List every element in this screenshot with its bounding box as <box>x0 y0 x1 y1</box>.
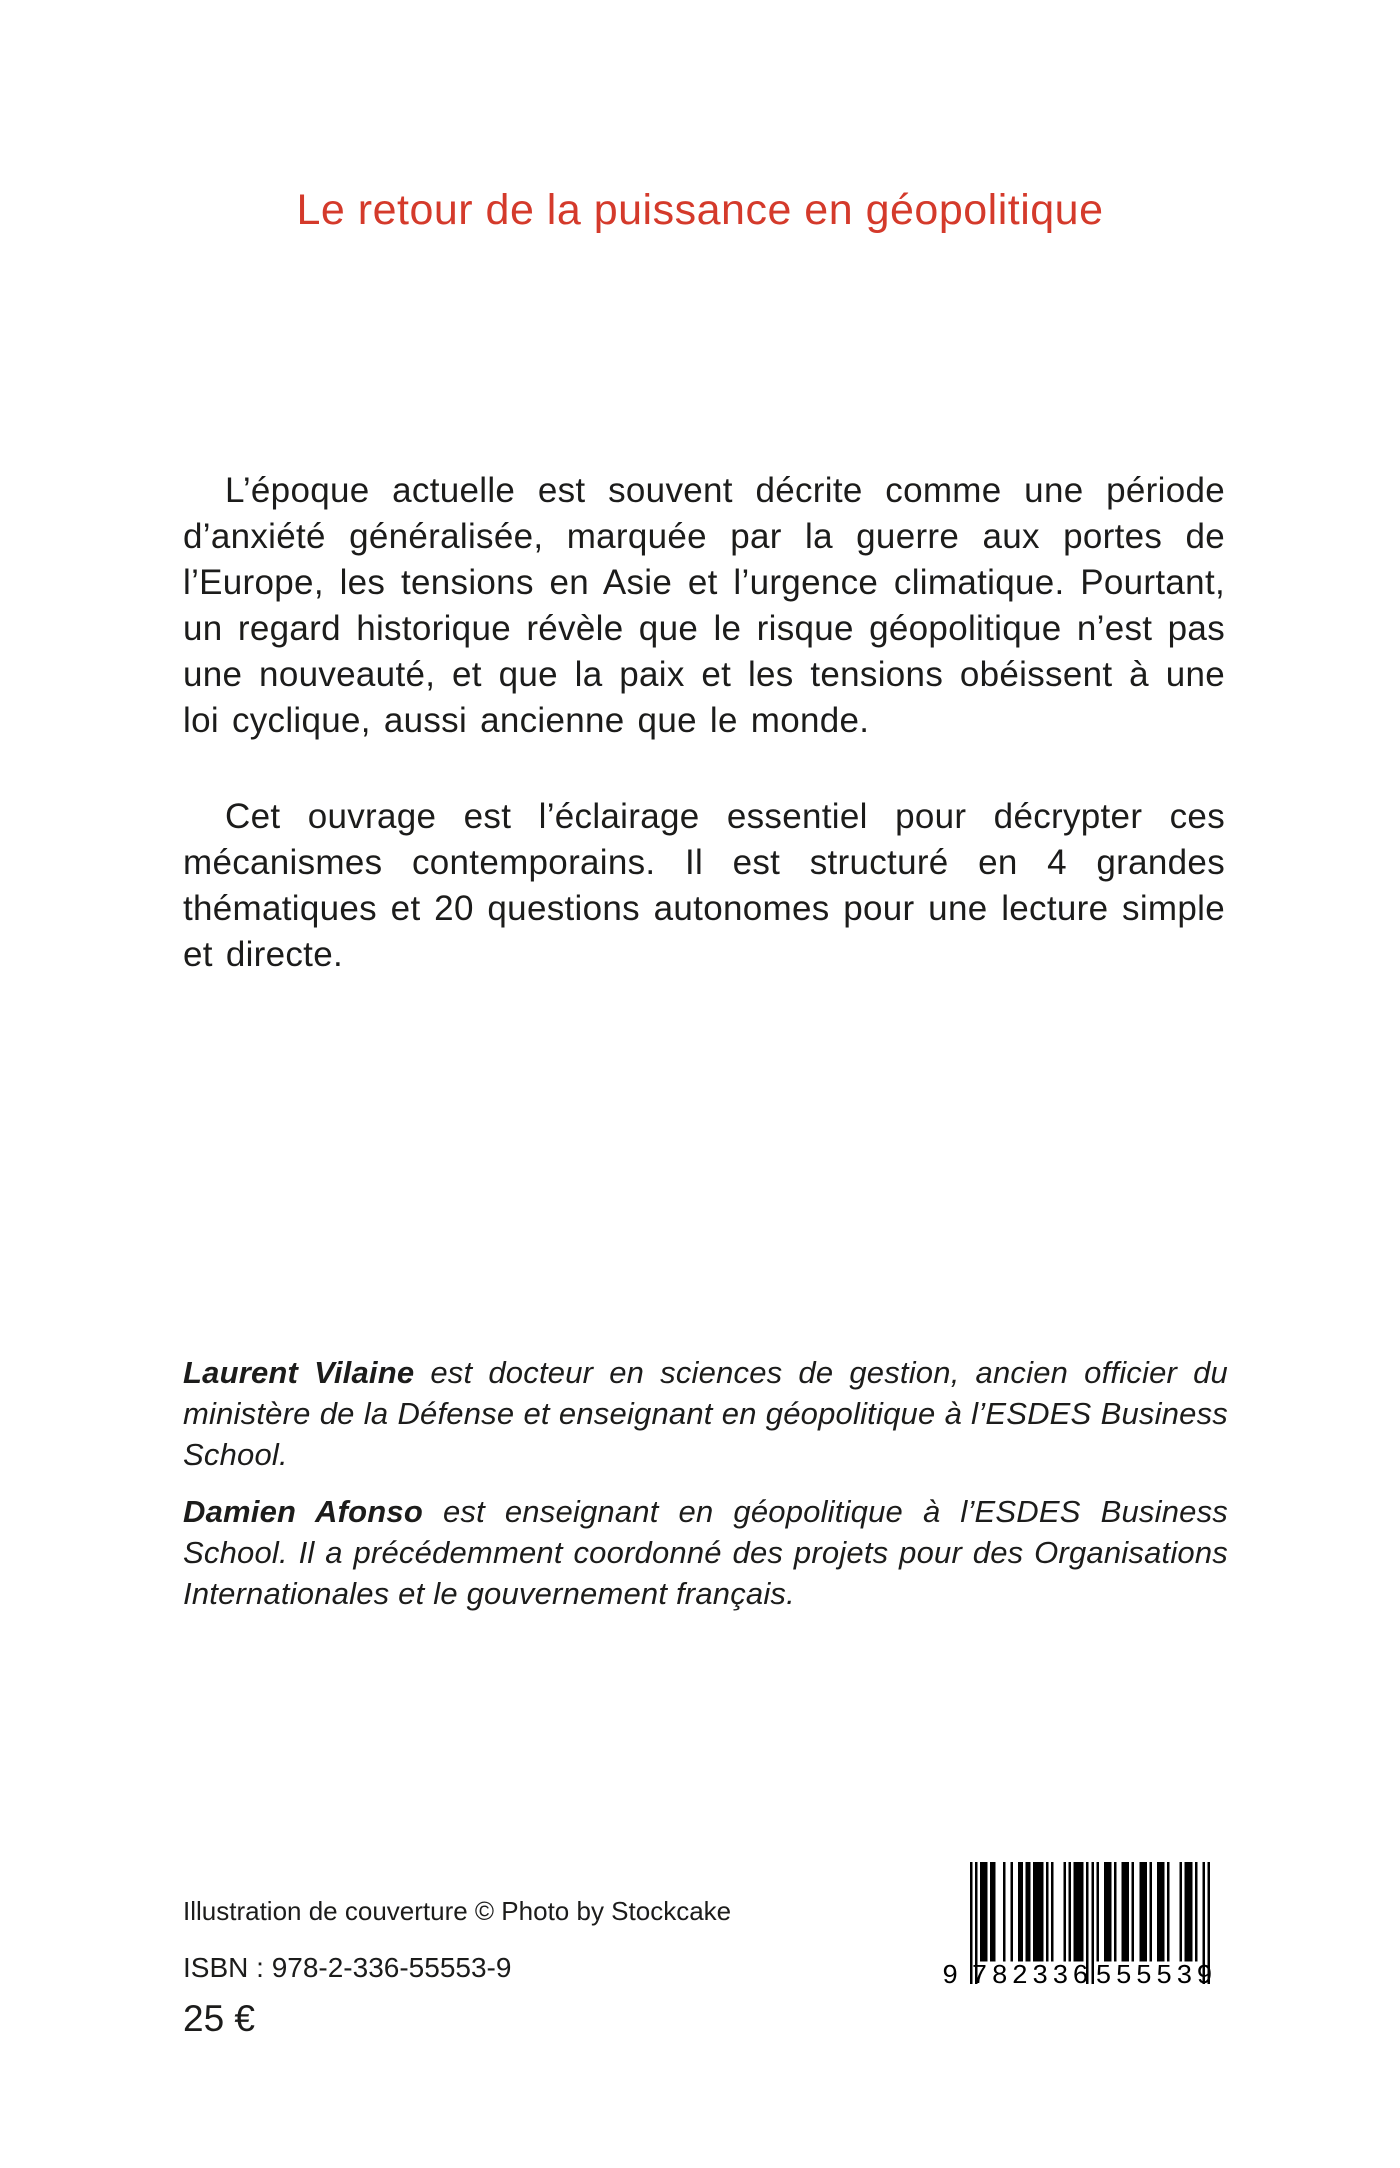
barcode-digit-group: 555539 <box>1095 1962 1217 1992</box>
isbn-text: ISBN : 978-2-336-55553-9 <box>183 1952 512 1983</box>
author-bio <box>183 1352 1228 1475</box>
author-bio <box>183 1491 1228 1614</box>
author-bios <box>183 1352 1228 1630</box>
price: 25 € <box>183 1998 256 2039</box>
author-name: Laurent Vilaine <box>183 1355 415 1390</box>
barcode <box>942 1862 1218 2012</box>
barcode-digits <box>942 1962 1218 1992</box>
author-bio-text: est docteur en sciences de gestion, ancien officier du ministère de la Défense et enseignant en géopolitique à l’ESDES Business School. <box>183 1355 1228 1472</box>
synopsis-paragraph: Cet ouvrage est l’éclairage essentiel pour décrypter ces mécanismes contemporains. Il est structuré en 4 grandes thématiques et 20 questions autonomes pour une lecture simple et directe. <box>183 797 1225 974</box>
synopsis-paragraph: L’époque actuelle est souvent décrite comme une période d’anxiété généralisée, marquée par la guerre aux portes de l’Europe, les tensions en Asie et l’urgence climatique. Pourtant, un regard historique révèle que le risque géopolitique n’est pas une nouveauté, et que la paix et les tensions obéissent à une loi cyclique, aussi ancienne que le monde. <box>183 471 1225 740</box>
author-name: Damien Afonso <box>183 1494 423 1529</box>
synopsis <box>183 468 1225 1028</box>
barcode-digit-group: 782336 <box>971 1962 1093 1992</box>
cover-credit: Illustration de couverture © Photo by Stockcake <box>183 1896 732 1926</box>
book-title: Le retour de la puissance en géopolitique <box>296 186 1104 234</box>
author-bio-text: est enseignant en géopolitique à l’ESDES Business School. Il a précédemment coordonné des projets pour des Organisations Internationales et le gouvernement français. <box>183 1494 1228 1611</box>
barcode-digit-group: 9 <box>942 1962 959 1992</box>
